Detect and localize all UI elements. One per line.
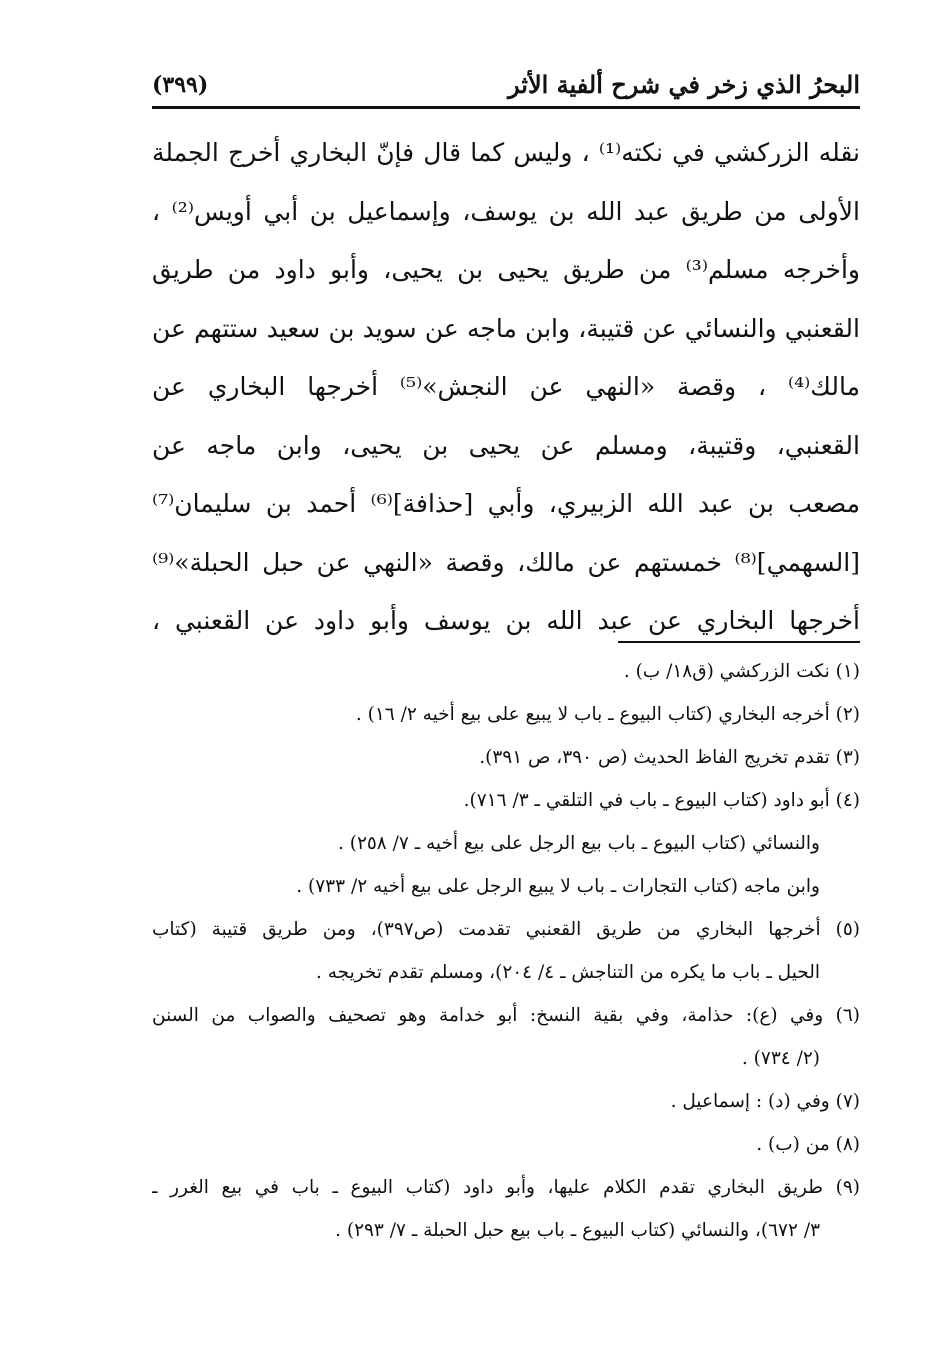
footnote-4-cont: وابن ماجه (كتاب التجارات ـ باب لا يبيع الرجل على بيع أخيه ٢/ ٧٣٣) . (296, 876, 820, 897)
main-text (152, 124, 860, 651)
main-line: مصعب بن عبد الله الزبيري، وأبي [حذافة]⁽⁶⁾ أحمد بن سليمان⁽⁷⁾ (152, 489, 860, 518)
main-line: القعنبي، وقتيبة، ومسلم عن يحيى بن يحيى، وابن ماجه عن (152, 430, 860, 460)
main-line: الأولى من طريق عبد الله بن يوسف، وإسماعيل بن أبي أويس⁽²⁾ ، (152, 196, 860, 226)
footnote-6-cont: (٢/ ٧٣٤) . (741, 1048, 820, 1069)
book-title: البحرُ الذي زخر في شرح ألفية الأثر (508, 70, 860, 99)
main-line: وأخرجه مسلم⁽³⁾ من طريق يحيى بن يحيى، وأبو داود من طريق (152, 255, 860, 284)
main-line: القعنبي والنسائي عن قتيبة، وابن ماجه عن سويد بن سعيد ستتهم عن (152, 313, 860, 343)
footnote-5-cont: الحيل ـ باب ما يكره من التناجش ـ ٤/ ٢٠٤)، ومسلم تقدم تخريجه . (315, 962, 820, 983)
main-line: مالك⁽⁴⁾ ، وقصة «النهي عن النجش»⁽⁵⁾ أخرجها البخاري عن (152, 372, 860, 401)
footnote-9: (٩) طريق البخاري تقدم الكلام عليها، وأبو داود (كتاب البيوع ـ باب في بيع الغرر ـ (152, 1177, 860, 1198)
footnote-1: (١) نكت الزركشي (ق١٨/ ب) . (623, 661, 860, 682)
footnote-4-cont: والنسائي (كتاب البيوع ـ باب بيع الرجل على بيع أخيه ـ ٧/ ٢٥٨) . (337, 833, 820, 854)
footnotes (152, 650, 860, 1252)
footnote-4: (٤) أبو داود (كتاب البيوع ـ باب في التلقي ـ ٣/ ٧١٦). (463, 790, 860, 811)
page-number: (٣٩٩) (152, 72, 209, 98)
footnote-3: (٣) تقدم تخريج الفاظ الحديث (ص ٣٩٠، ص ٣٩١). (479, 747, 860, 768)
main-line: [السهمي]⁽⁸⁾ خمستهم عن مالك، وقصة «النهي عن حبل الحبلة»⁽⁹⁾ (152, 547, 860, 577)
main-line: أخرجها البخاري عن عبد الله بن يوسف وأبو داود عن القعنبي ، (152, 606, 860, 635)
footnote-8: (٨) من (ب) . (756, 1134, 860, 1155)
main-line: نقله الزركشي في نكته⁽¹⁾ ، وليس كما قال فإنّ البخاري أخرج الجملة (152, 138, 860, 167)
footnote-separator (618, 641, 860, 643)
footnote-2: (٢) أخرجه البخاري (كتاب البيوع ـ باب لا يبيع على بيع أخيه ٢/ ١٦) . (355, 704, 860, 725)
footnote-9-cont: ٣/ ٦٧٢)، والنسائي (كتاب البيوع ـ باب بيع حبل الحبلة ـ ٧/ ٢٩٣) . (335, 1220, 820, 1241)
running-header (152, 62, 860, 109)
footnote-7: (٧) وفي (د) : إسماعيل . (670, 1091, 860, 1112)
footnote-5: (٥) أخرجها البخاري من طريق القعنبي تقدمت (ص٣٩٧)، ومن طريق قتيبة (كتاب (152, 919, 860, 940)
footnote-6: (٦) وفي (ع): حذامة، وفي بقية النسخ: أبو خدامة وهو تصحيف والصواب من السنن (152, 1005, 860, 1026)
